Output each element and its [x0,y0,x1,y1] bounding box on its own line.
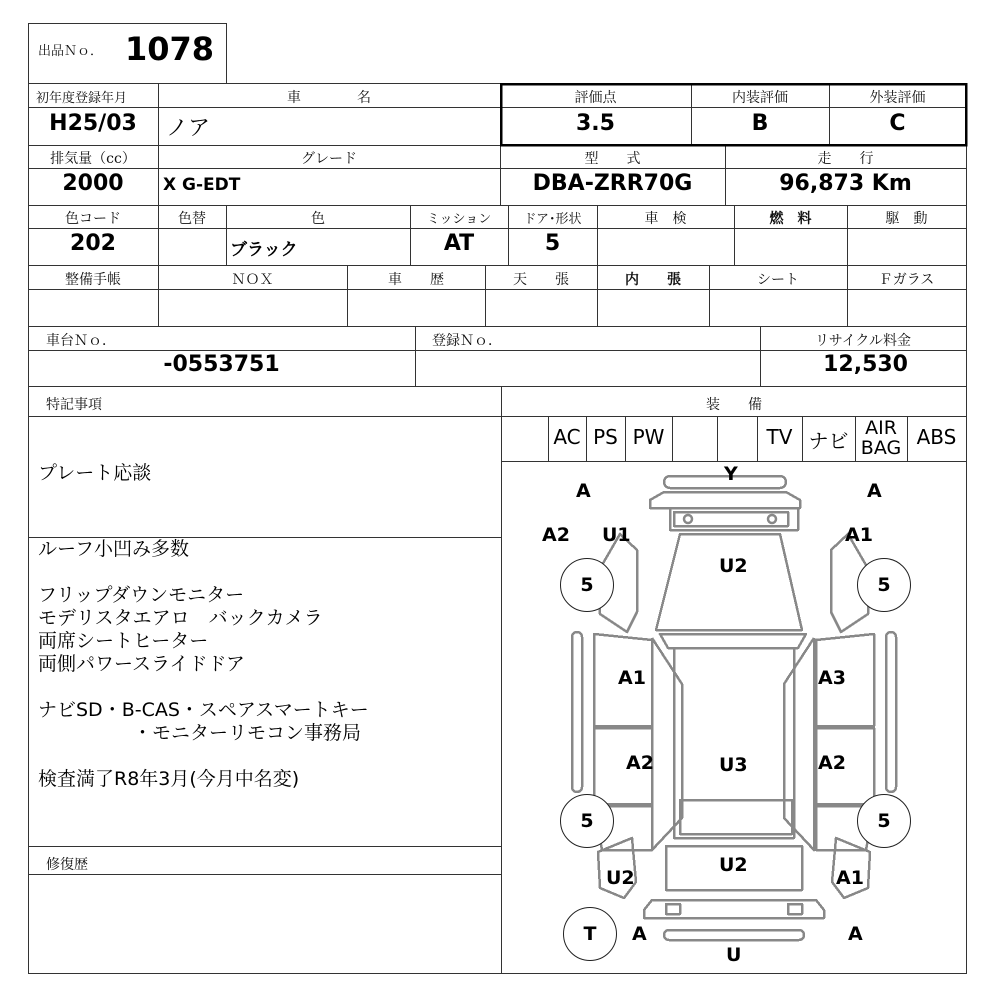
interior-value: B [751,111,769,136]
rear-lamp-right [788,904,802,914]
equipment-airbag: AIR BAG [860,417,902,459]
displacement-label: 排気量（cc） [50,151,136,167]
drive-label: 駆 動 [885,211,928,227]
grade-label: グレード [301,151,357,167]
code-rear-right: A1 [836,867,864,889]
code-top: Y [724,463,738,485]
chassis-no-label: 車台Ｎｏ． [46,333,116,349]
code-door-fl: A1 [618,667,646,689]
reg-no-label: 登録Ｎｏ． [432,333,502,349]
code-front-right: A [867,480,882,502]
model-label: 型 式 [584,151,641,167]
sill-left-outline [572,632,582,792]
repair-history-label: 修復歴 [46,857,88,873]
lot-label: 出品Ｎｏ． [38,44,104,59]
code-front-left: A [576,480,591,502]
transmission-value: AT [443,231,475,256]
score-value: 3.5 [576,111,615,136]
code-bottom: U [726,944,742,966]
fuel-label: 燃 料 [769,211,812,227]
code-door-rr: A2 [818,752,846,774]
tire-fl: 5 [560,558,614,612]
sill-right-outline [886,632,896,792]
car-name-value: ノア [166,116,211,141]
front-grille-outline [650,492,800,508]
code-a1-right-top: A1 [845,524,873,546]
code-bumper-left: A [632,923,647,945]
equipment-tv: TV [766,425,793,449]
mileage-value: 96,873 Km [779,171,912,196]
a-pillar-left [652,638,682,850]
code-roof: U3 [719,754,748,776]
color-label: 色 [311,211,325,227]
displacement-value: 2000 [62,171,124,196]
equipment-ac: AC [553,425,581,449]
equipment-navi: ナビ [808,429,849,453]
service-book-label: 整備手帳 [65,272,121,288]
chassis-no-value: -0553751 [163,352,280,377]
first-reg-label: 初年度登録年月 [36,91,128,106]
code-bumper-right: A [848,923,863,945]
f-glass-label: Ｆガラス [878,272,935,288]
first-reg-value: H25/03 [49,111,137,136]
model-value: DBA-ZRR70G [532,171,693,196]
seat-label: シート [757,272,799,288]
car-name-label: 車 名 [287,90,371,106]
code-door-rl: A2 [626,752,654,774]
remarks-top: プレート応談 [38,462,152,484]
tire-rr: 5 [857,794,911,848]
remarks-body: ルーフ小凹み多数 フリップダウンモニター モデリスタエアロ バックカメラ 両席シートヒーター 両側パワースライドドア ナビSD・B-CAS・スペアスマートキー ・モニターリモコン事務局 検査満了R8年3月(今月中名変) [38,538,369,790]
grade-value: X G-EDT [163,175,241,195]
tire-spare: T [563,907,617,961]
code-door-fr: A3 [818,667,846,689]
nox-label: ＮＯＸ [231,272,274,288]
equipment-ps: PS [593,425,618,449]
code-rear-left: U2 [606,867,635,889]
rear-window-outline [680,800,792,834]
recycle-fee-value: 12,530 [823,352,908,377]
history-label: 車 歴 [388,272,444,288]
interior-label: 内装評価 [732,90,788,106]
recycle-fee-label: リサイクル料金 [814,333,912,349]
exterior-label: 外装評価 [869,90,926,106]
equipment-abs: ABS [916,425,957,449]
front-emblem-right [768,515,776,523]
windshield-outline [660,634,806,648]
sunroof-label: 天 張 [513,272,569,288]
color-value: ブラック [230,240,298,260]
car-diagram [502,462,966,973]
roof-outline [674,648,794,838]
inspection-label: 車 検 [644,211,687,227]
equipment-pw: PW [632,425,665,449]
hood-outline [656,534,802,630]
code-hood: U2 [719,555,748,577]
score-label: 評価点 [574,90,617,106]
code-u1: U1 [602,524,631,546]
lot-number: 1078 [125,30,215,68]
doors-label: ドア･形状 [523,212,582,227]
a-pillar-right [784,638,814,850]
equipment-label: 装 備 [706,397,762,413]
code-trunk: U2 [719,854,748,876]
rear-lamp-left [666,904,680,914]
color-code-value: 202 [70,231,116,256]
color-change-label: 色替 [178,211,206,227]
code-a2-left: A2 [542,524,570,546]
rear-bumper-outline [644,900,824,918]
doors-value: 5 [544,231,561,256]
transmission-label: ミッション [426,212,492,227]
exterior-value: C [889,111,906,136]
interior-trim-label: 内 張 [625,272,681,288]
rear-bumper-bottom [664,930,804,940]
remarks-label: 特記事項 [46,397,102,413]
color-code-label: 色コード [65,211,121,227]
front-emblem-left [684,515,692,523]
mileage-label: 走 行 [817,151,874,167]
tire-rl: 5 [560,794,614,848]
tire-fr: 5 [857,558,911,612]
